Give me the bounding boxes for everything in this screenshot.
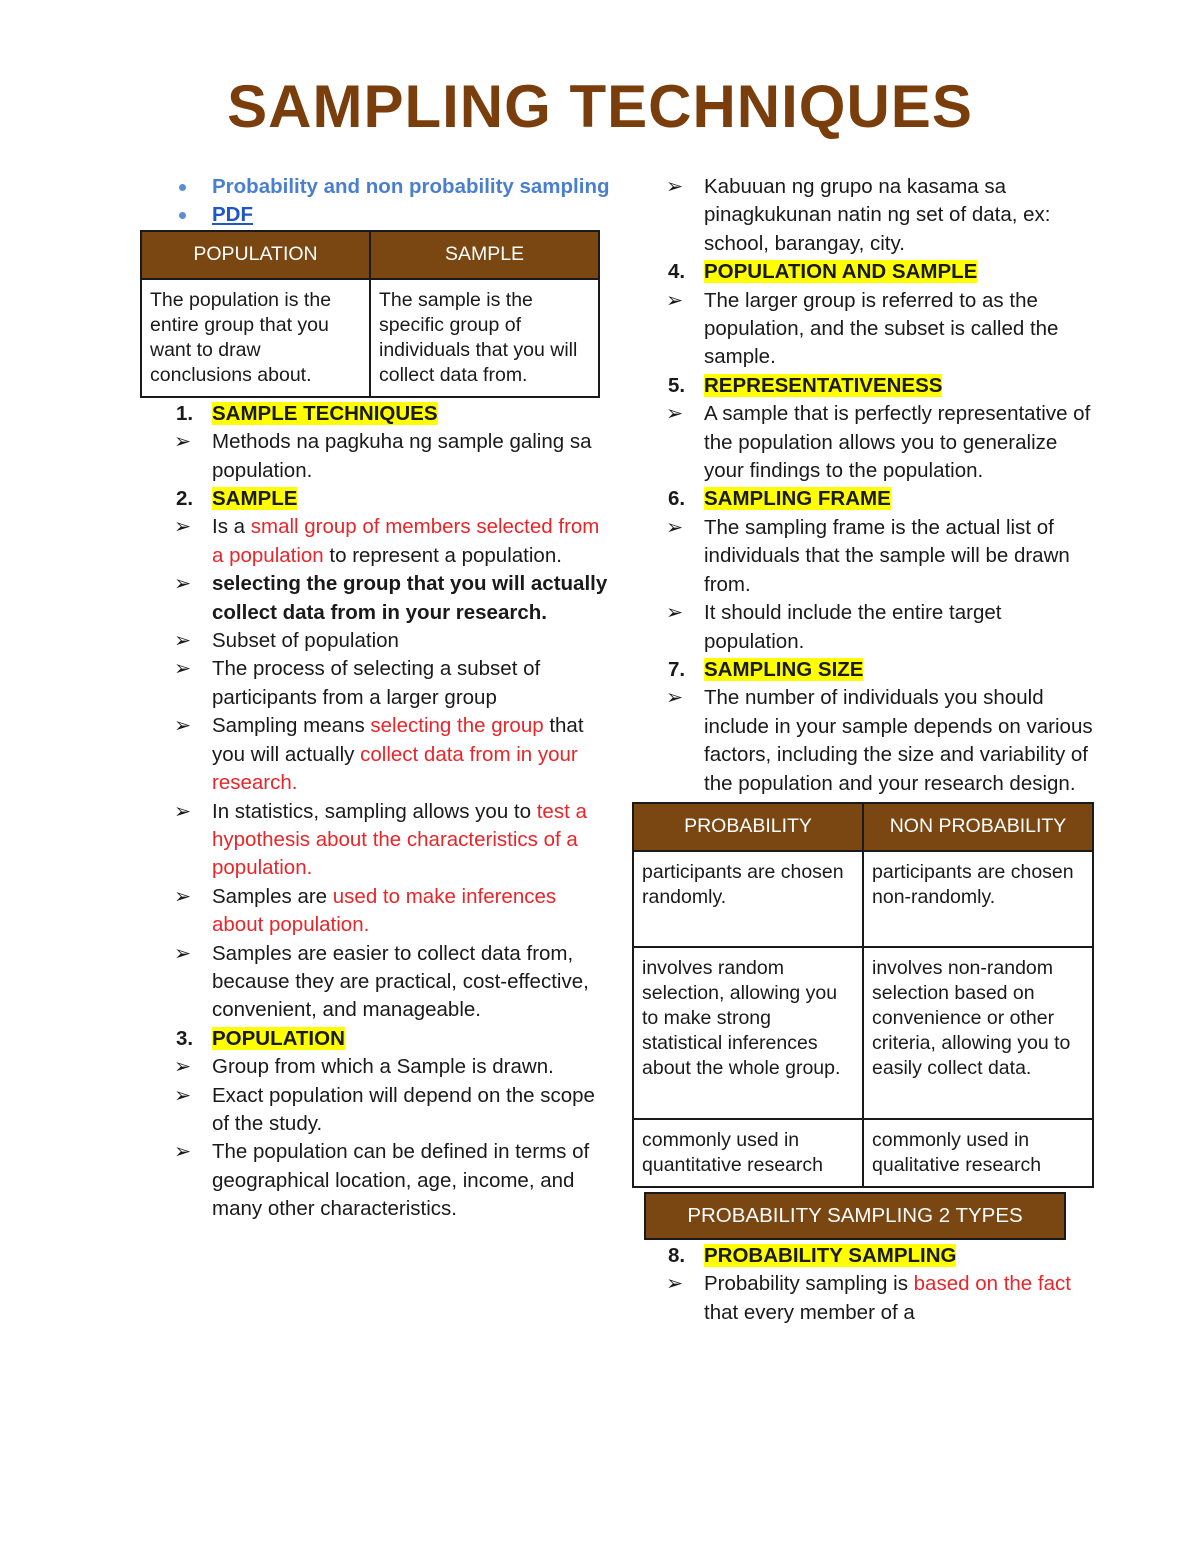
emphasis-text: selecting the group [370,714,544,738]
section-title: SAMPLE [212,487,298,511]
section-title: REPRESENTATIVENESS [704,373,943,397]
section-heading [632,258,1097,286]
round-bullet-icon [179,212,186,219]
list-item [140,883,610,940]
list-item [632,514,1097,599]
arrow-bullet-icon: ➢ [174,1140,192,1164]
list-item [632,287,1097,372]
list-item [140,798,610,883]
item-text: The population can be defined in terms of geographical location, age, income, and many other characteristics. [212,1140,590,1221]
list-item [632,173,1097,258]
table-header-probability: PROBABILITY [633,803,863,851]
list-item [140,1082,610,1139]
list-item [140,655,610,712]
list-item [140,513,610,570]
section-number: 2. [176,487,194,511]
section-heading [632,485,1097,513]
table-header-non-probability: NON PROBABILITY [863,803,1093,851]
emphasis-text: used to make inferences about population. [212,884,557,937]
page-title: SAMPLING TECHNIQUES [227,73,973,140]
table-cell: involves non-random selection based on convenience or other criteria, allowing you to easily collect data. [863,947,1093,1119]
arrow-bullet-icon: ➢ [666,686,684,710]
arrow-bullet-icon: ➢ [666,288,684,312]
section-heading [140,1025,610,1053]
section-title: POPULATION AND SAMPLE [704,260,978,284]
emphasis-text: based on the fact [913,1272,1071,1296]
table-cell: participants are chosen randomly. [633,851,863,947]
bullet-item [140,173,610,201]
list-item [140,1053,610,1081]
arrow-bullet-icon: ➢ [174,629,192,653]
pdf-link[interactable]: PDF [212,203,253,227]
emphasis-text: test a hypothesis about the characteristics of a population. [212,799,587,880]
section-title: SAMPLING SIZE [704,657,864,681]
list-item [140,712,610,797]
item-text: selecting the group that you will actually collect data from in your research. [212,572,608,624]
item-text: A sample that is perfectly representative of the population allows you to generalize your findings to the population. [704,402,1091,483]
section-title: POPULATION [212,1026,345,1050]
probability-types-banner: PROBABILITY SAMPLING 2 TYPES [644,1192,1066,1240]
item-text: Exact population will depend on the scope of the study. [212,1083,595,1135]
section-heading [632,372,1097,400]
list-item [632,400,1097,485]
arrow-bullet-icon: ➢ [174,430,192,454]
list-item [140,627,610,655]
arrow-bullet-icon: ➢ [174,657,192,681]
item-text: The process of selecting a subset of participants from a larger group [212,657,541,709]
item-text: The number of individuals you should include in your sample depends on various factors, including the size and variability of the population and your research design. [704,686,1093,795]
section-heading [632,656,1097,684]
section-number: 6. [668,487,686,511]
section-heading [140,400,610,428]
section-title: PROBABILITY SAMPLING [704,1243,957,1267]
table-cell: The population is the entire group that you want to draw conclusions about. [141,279,370,397]
right-column [632,173,1097,1327]
arrow-bullet-icon: ➢ [666,601,684,625]
item-text: Sampling means [212,714,371,738]
item-text: that every member of a [704,1300,915,1324]
arrow-bullet-icon: ➢ [666,515,684,539]
section-heading [632,1242,1097,1270]
list-item [632,599,1097,656]
item-text: In statistics, sampling allows you to [212,799,537,823]
item-text: Group from which a Sample is drawn. [212,1055,554,1079]
arrow-bullet-icon: ➢ [174,515,192,539]
item-text: The larger group is referred to as the population, and the subset is called the sample. [704,288,1059,369]
item-text: Samples are [212,884,333,908]
section-number: 8. [668,1243,686,1267]
section-number: 4. [668,260,686,284]
probability-table [632,802,1094,1188]
table-cell: commonly used in quantitative research [633,1119,863,1187]
list-item [632,684,1097,798]
table-header-population: POPULATION [141,231,370,279]
section-number: 7. [668,657,686,681]
item-text: The sampling frame is the actual list of individuals that the sample will be drawn from. [704,515,1070,596]
arrow-bullet-icon: ➢ [174,799,192,823]
bullet-item [140,201,610,229]
item-text: Methods na pagkuha ng sample galing sa population. [212,430,592,482]
emphasis-text: small group of members selected from a population [212,515,600,567]
item-text: Subset of population [212,629,399,653]
table-cell: The sample is the specific group of individuals that you will collect data from. [370,279,599,397]
item-text: Kabuuan ng grupo na kasama sa pinagkukunan natin ng set of data, ex: school, barangay, city. [704,175,1051,255]
arrow-bullet-icon: ➢ [174,572,192,596]
section-title: SAMPLING FRAME [704,487,891,511]
item-text: to represent a population. [323,543,562,567]
arrow-bullet-icon: ➢ [666,175,684,198]
table-cell: participants are chosen non-randomly. [863,851,1093,947]
section-heading [140,485,610,513]
arrow-bullet-icon: ➢ [174,1055,192,1079]
arrow-bullet-icon: ➢ [174,941,192,965]
list-item [140,1138,610,1223]
table-cell: commonly used in qualitative research [863,1119,1093,1187]
section-number: 5. [668,373,686,397]
topic-text: Probability and non probability sampling [212,175,610,198]
table-header-sample: SAMPLE [370,231,599,279]
list-item [632,1270,1097,1327]
list-item [140,428,610,485]
arrow-bullet-icon: ➢ [174,1083,192,1107]
section-number: 3. [176,1026,194,1050]
item-text: It should include the entire target population. [704,601,1002,653]
emphasis-text: collect data from in your research [212,742,578,795]
item-text: . [291,771,298,795]
list-item [140,940,610,1025]
section-number: 1. [176,401,194,425]
round-bullet-icon [179,184,186,191]
arrow-bullet-icon: ➢ [174,884,192,908]
left-column [140,173,610,1224]
table-cell: involves random selection, allowing you to make strong statistical inferences about the whole group. [633,947,863,1119]
item-text: Probability sampling is [704,1272,914,1296]
arrow-bullet-icon: ➢ [666,402,684,426]
arrow-bullet-icon: ➢ [666,1272,684,1296]
population-sample-table [140,230,600,398]
section-title: SAMPLE TECHNIQUES [212,401,438,425]
item-text: Samples are easier to collect data from, because they are practical, cost-effective, convenient, and manageable. [212,941,589,1022]
list-item [140,570,610,627]
item-text: Is a [212,515,251,539]
arrow-bullet-icon: ➢ [174,714,192,738]
item-text: that you will actually [212,714,584,766]
